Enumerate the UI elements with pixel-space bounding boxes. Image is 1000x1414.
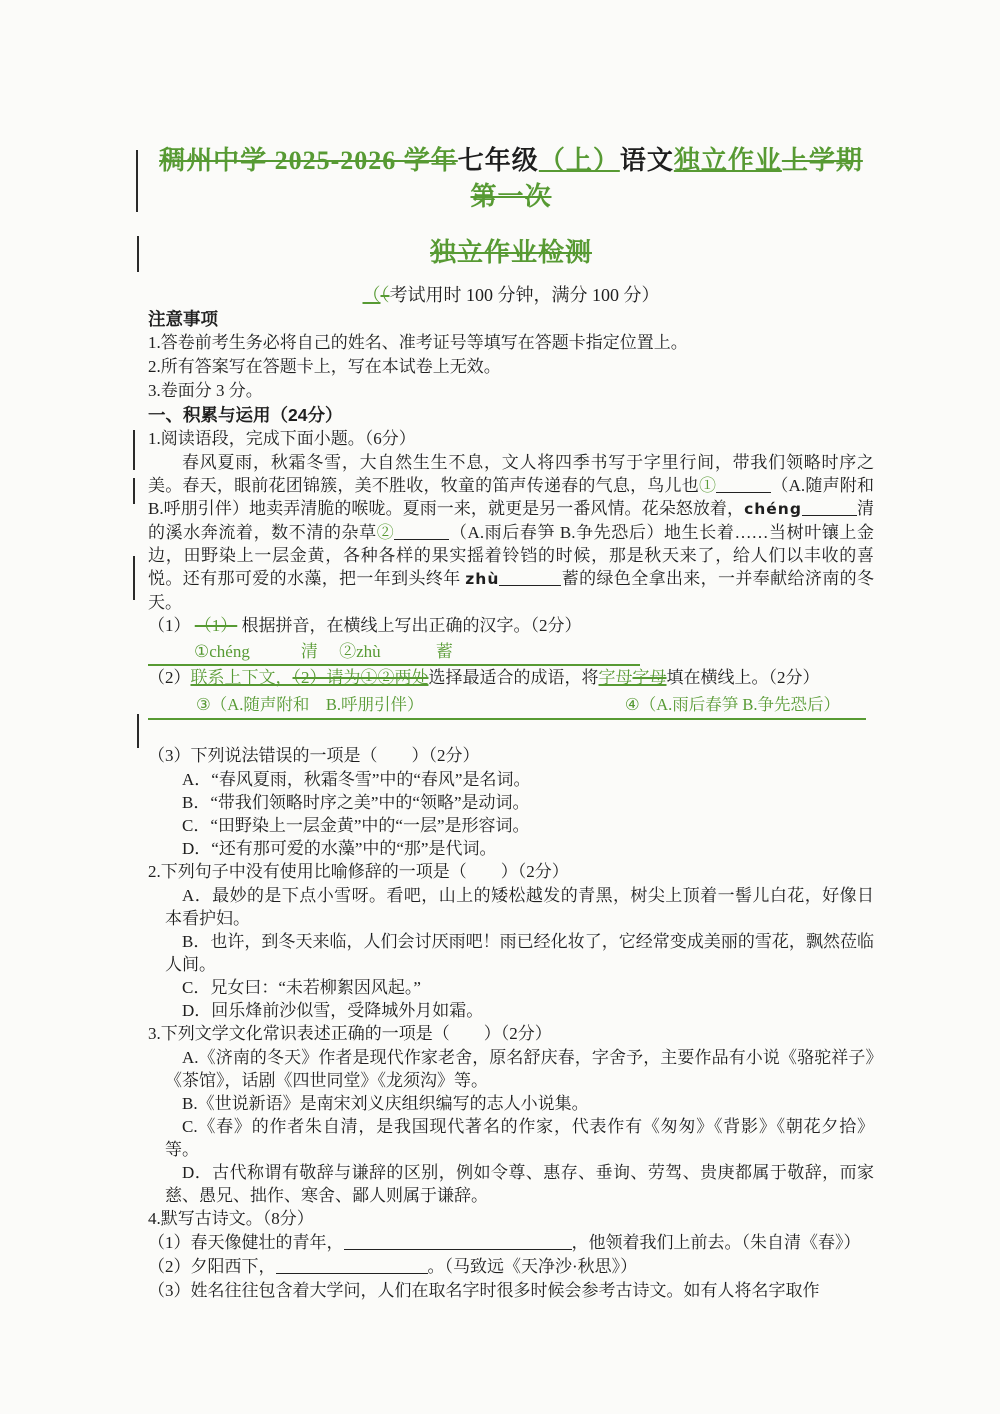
- time-text: 考试用时 100 分钟，满分 100 分）: [389, 285, 660, 305]
- q2-option-a: A．最妙的是下点小雪呀。看吧，山上的矮松越发的青黑，树尖上顶着一髻儿白花，好像日本看护妇。: [165, 886, 874, 928]
- q4-item2-pre: （2）夕阳西下，: [148, 1257, 276, 1276]
- time-paren-struck: （: [380, 285, 390, 305]
- spacer: [148, 720, 874, 744]
- fill-blank-1: [716, 478, 771, 493]
- exam-title-line1: [148, 143, 874, 215]
- sub2-answer-left: ③（A.随声附和 B.呼朋引伴）: [196, 695, 424, 714]
- q1-intro: 1.阅读语段，完成下面小题。（6分）: [148, 429, 416, 448]
- sub2-prefix: （2）: [148, 668, 191, 687]
- q4-item1-post: ，他领着我们上前去。（朱自清《春》）: [571, 1233, 861, 1252]
- q4-item-1: [148, 1231, 874, 1255]
- q2-stem: 2.下列句子中没有使用比喻修辞的一项是（ ）（2分）: [148, 862, 569, 881]
- q4-item1-pre: （1）春天像健壮的青年，: [148, 1233, 344, 1252]
- q3-option-a: A.《济南的冬天》作者是现代作家老舍，原名舒庆春，字舍予，主要作品有小说《骆驼祥子》《茶馆》，话剧《四世同堂》《龙须沟》等。: [165, 1048, 874, 1090]
- passage-text-3: 清的溪水奔流着，数不清的杂草: [148, 499, 875, 542]
- passage-text-4: （A.雨后春笋 B.争先恐后）地生长着……当树叶镶上金边，田野染上一层金黄，各种各样的果实摇着铃铛的时候，那是秋天来了，给人们以丰收的喜悦。还有那可爱的水藻，把一年到头终年: [148, 523, 875, 588]
- passage-text-1: 春风夏雨，秋霜冬雪，大自然生生不息，文人将四季书写于字里行间，带我们领略时序之美。春天，眼前花团锦簇，美不胜收，牧童的笛声传递春的气息，鸟儿也: [148, 453, 874, 495]
- title-grade: 七年级: [457, 146, 539, 175]
- title-term: 上学期第一次: [470, 146, 863, 211]
- circled-number-2: ②: [376, 523, 395, 542]
- title-check-label: 独立作业检测: [429, 238, 592, 267]
- q1-sub1-stem: [148, 614, 874, 638]
- fill-blank-4: [499, 571, 561, 586]
- fill-blank-2: [802, 501, 857, 516]
- sub2-struck-note: （2）请为①②两处: [292, 668, 429, 687]
- margin-mark: [137, 714, 139, 748]
- notice-item-1: 1.答卷前考生务必将自己的姓名、准考证号等填写在答题卡指定位置上。: [148, 333, 688, 352]
- q1-sub2-answer-line: [148, 692, 866, 720]
- q3-option-d: D．古代称谓有敬辞与谦辞的区别，例如令尊、惠存、垂询、劳驾、贵庚都属于敬辞，而家慈、愚兄、拙作、寒舍、鄙人则属于谦辞。: [165, 1163, 874, 1205]
- q2-option-b: B．也许，到冬天来临，人们会讨厌雨吧！雨已经化妆了，它经常变成美丽的雪花，飘然莅临人间。: [165, 932, 874, 974]
- margin-mark: [133, 556, 135, 600]
- title-work-type: 独立作业: [673, 146, 782, 175]
- title-school-year: 稠州中学 2025-2026 学年: [159, 146, 458, 175]
- sub1-prefix: （1）: [148, 616, 191, 635]
- pinyin-cheng: chéng: [744, 500, 802, 518]
- sub2-mid: 选择最适合的成语，将: [428, 668, 599, 687]
- margin-mark: [136, 150, 138, 212]
- q3-stem: 3.下列文学文化常识表述正确的一项是（ ）（2分）: [148, 1024, 552, 1043]
- sub1-text: 根据拼音，在横线上写出正确的汉字。（2分）: [241, 616, 582, 635]
- q4-item2-post: 。（马致远《天净沙·秋思》）: [427, 1257, 638, 1276]
- q1-sub3-option-d: D．“还有那可爱的水藻”中的“那”是代词。: [182, 839, 497, 858]
- fill-blank-3: [394, 525, 449, 540]
- title-volume: （上）: [538, 146, 620, 175]
- section1-heading: 一、积累与运用（24分）: [148, 405, 343, 425]
- sub2-rest: 填在横线上。（2分）: [666, 668, 820, 687]
- sub2-green-note: 联系上下文，: [190, 668, 293, 687]
- sub2-letters-struck: 字母: [632, 668, 667, 687]
- sub2-letters-underlined: 字母: [598, 668, 633, 687]
- q4-item-2: [148, 1255, 874, 1279]
- sub1-struck-number: （1）: [194, 616, 238, 635]
- q1-sub3-option-a: A．“春风夏雨，秋霜冬雪”中的“春风”是名词。: [182, 770, 531, 789]
- notice-item-2: 2.所有答案写在答题卡上，写在本试卷上无效。: [148, 357, 501, 376]
- q2-option-d: D．回乐烽前沙似雪，受降城外月如霜。: [182, 1001, 484, 1020]
- exam-title-line2: [148, 235, 874, 271]
- margin-mark: [137, 236, 139, 272]
- circled-number-1: ①: [698, 476, 717, 495]
- exam-time-line: [148, 283, 874, 307]
- sub2-answer-right: ④（A.雨后春笋 B.争先恐后）: [624, 695, 840, 714]
- passage-text-5: 蓄的绿色全拿出来，一并奉献给济南的冬天。: [148, 569, 875, 612]
- passage-text-2: （A.随声附和 B.呼朋引伴）地卖弄清脆的喉咙。夏雨一来，就更是另一番风情。花朵怒放着，: [148, 476, 892, 518]
- q1-sub3-stem: （3）下列说法错误的一项是（ ）（2分）: [148, 746, 480, 765]
- q4-stem: 4.默写古诗文。（8分）: [148, 1209, 314, 1228]
- fill-blank-q4-2: [276, 1259, 428, 1274]
- time-paren-underlined: （: [362, 285, 381, 305]
- q1-sub2-stem: [148, 666, 874, 690]
- notice-heading: 注意事项: [148, 309, 218, 329]
- title-subject: 语文: [619, 146, 674, 175]
- q3-option-b: B.《世说新语》是南宋刘义庆组织编写的志人小说集。: [182, 1094, 589, 1113]
- q1-sub1-answer-line: ①chéng 清 ②zhù 蓄: [148, 639, 640, 666]
- fill-blank-q4-1: [344, 1235, 572, 1250]
- q4-item-3: （3）姓名往往包含着大学问，人们在取名字时很多时候会参考古诗文。如有人将名字取作: [148, 1281, 820, 1300]
- q1-passage: [148, 451, 892, 614]
- q2-option-c: C．兄女曰：“未若柳絮因风起。”: [182, 978, 421, 997]
- exam-content: [148, 143, 892, 1303]
- notice-item-3: 3.卷面分 3 分。: [148, 381, 263, 400]
- q1-sub3-option-c: C．“田野染上一层金黄”中的“一层”是形容词。: [182, 816, 530, 835]
- q1-sub3-option-b: B．“带我们领略时序之美”中的“领略”是动词。: [182, 793, 530, 812]
- q3-option-c: C.《春》的作者朱自清，是我国现代著名的作家，代表作有《匆匆》《背影》《朝花夕拾》等。: [165, 1117, 874, 1159]
- pinyin-zhu: zhù: [465, 570, 500, 588]
- margin-mark: [133, 430, 135, 470]
- margin-mark: [133, 478, 135, 504]
